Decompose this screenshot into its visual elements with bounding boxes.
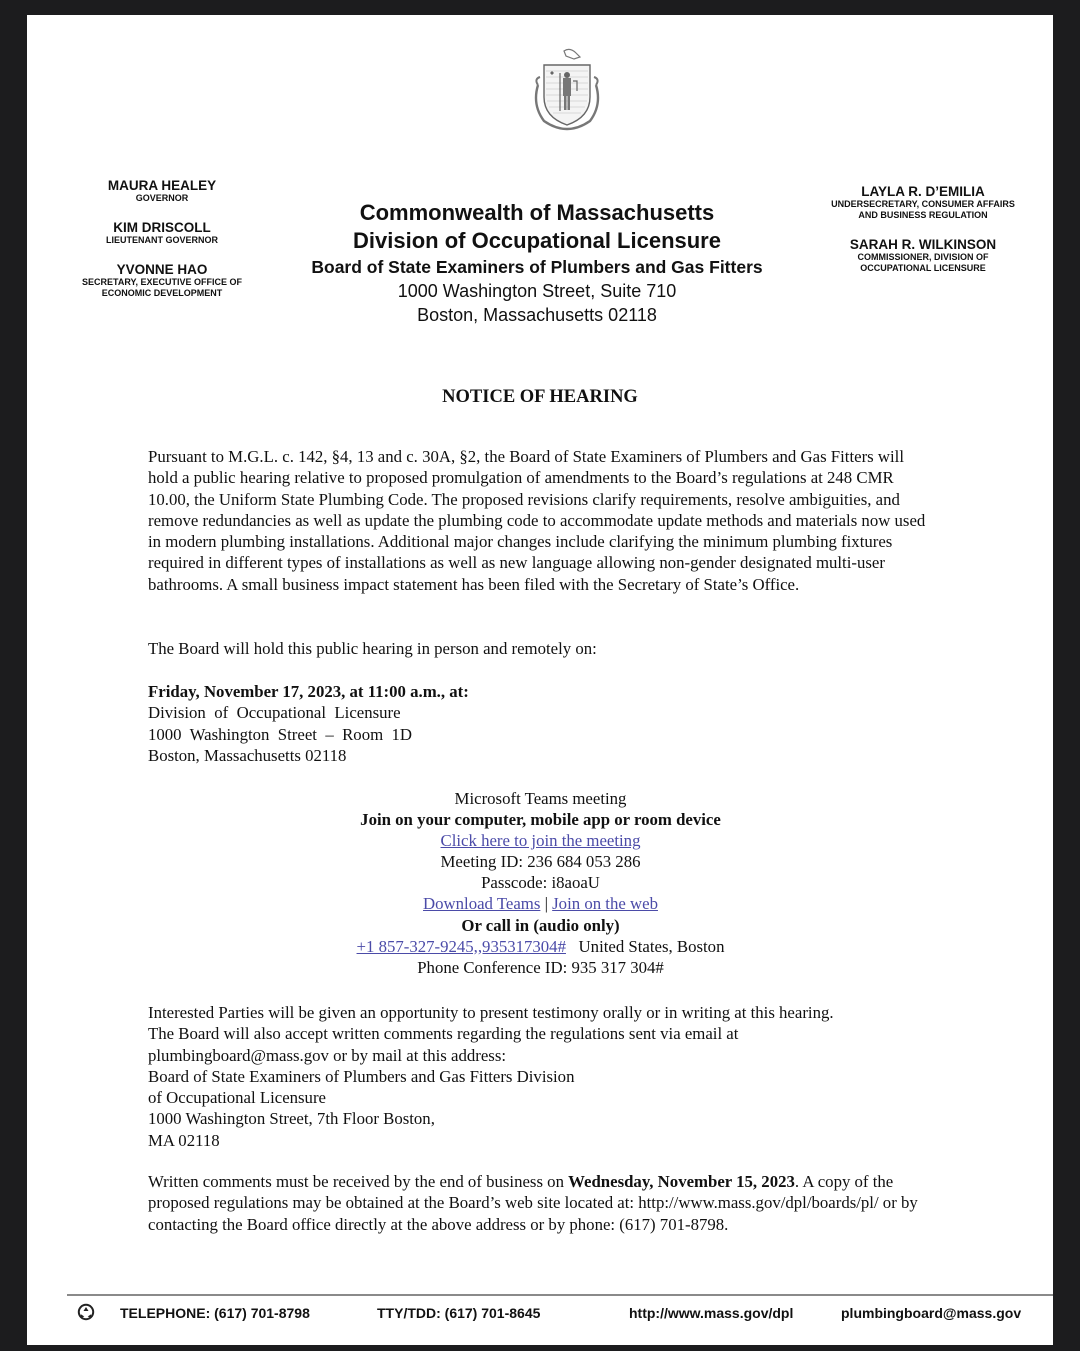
link-separator: | [540, 894, 553, 914]
official-governor [67, 178, 257, 204]
official-title: GOVERNOR [135, 193, 189, 203]
hearing-intro-paragraph: The Board will hold this public hearing in person and remotely on: [148, 639, 597, 658]
letterhead-board: Board of State Examiners of Plumbers and Gas Fitters [311, 257, 763, 277]
letterhead-division: Division of Occupational Licensure [353, 228, 721, 253]
footer-telephone: TELEPHONE: (617) 701-8798 [120, 1305, 310, 1321]
download-teams-link[interactable]: Download Teams [423, 894, 541, 914]
hearing-details [148, 681, 928, 766]
letterhead [267, 199, 807, 327]
footer-email[interactable]: plumbingboard@mass.gov [841, 1305, 1022, 1321]
hearing-location-line: 1000 Washington Street – Room 1D [148, 724, 413, 744]
mail-address-line: 1000 Washington Street, 7th Floor Boston, [148, 1109, 435, 1129]
official-name: KIM DRISCOLL [113, 220, 211, 235]
deadline-paragraph [148, 1171, 928, 1235]
letterhead-commonwealth: Commonwealth of Massachusetts [359, 200, 715, 225]
phone-conference-id: Phone Conference ID: 935 317 304# [417, 957, 664, 977]
hearing-datetime: Friday, November 17, 2023, at 11:00 a.m., at: [148, 682, 469, 701]
meeting-passcode: Passcode: i8aoaU [481, 873, 600, 893]
comments-line: Interested Parties will be given an opportunity to present testimony orally or in writing at this hearing. [148, 1003, 834, 1022]
official-title: LIEUTENANT GOVERNOR [105, 235, 218, 245]
official-title: COMMISSIONER, DIVISION OF OCCUPATIONAL LICENSURE [857, 252, 989, 273]
call-in-heading: Or call in (audio only) [461, 915, 620, 935]
footer [67, 1300, 1053, 1326]
officials-left [67, 178, 257, 315]
massachusetts-seal-icon [524, 45, 610, 137]
footer-tty: TTY/TDD: (617) 701-8645 [377, 1305, 541, 1321]
deadline-date: Wednesday, November 15, 2023 [568, 1172, 795, 1191]
meeting-id: Meeting ID: 236 684 053 286 [440, 852, 641, 872]
hearing-location-line: Boston, Massachusetts 02118 [148, 745, 347, 765]
document-page [27, 15, 1053, 1345]
intro-paragraph: Pursuant to M.G.L. c. 142, §4, 13 and c. 30A, §2, the Board of State Examiners of Plumbers and Gas Fitters will hold a public hearing relative to proposed promulgation of amendments to the Board’s regulations at 248 CMR 10.00, the Uniform State Plumbing Code. The proposed revisions clarify requirements, resolve ambiguities, and remove redundancies as well as update the plumbing code to accommodate update methods and materials now used in modern plumbing installations. Additional major changes include clarifying the minimum plumbing fixtures required in different types of installations as well as new language allowing non-gender designated multi-user bathrooms. A small business impact statement has been filed with the Secretary of State’s Office. [148, 447, 926, 594]
join-meeting-link[interactable]: Click here to join the meeting [440, 831, 641, 851]
join-web-link[interactable]: Join on the web [552, 894, 658, 914]
letterhead-street: 1000 Washington Street, Suite 710 [397, 281, 677, 301]
recycle-icon [77, 1303, 95, 1321]
official-undersecretary [827, 184, 1019, 221]
mail-address-line: of Occupational Licensure [148, 1088, 326, 1108]
official-lieutenant-governor [67, 220, 257, 246]
teams-meeting-block [227, 788, 854, 978]
official-name: YVONNE HAO [116, 262, 208, 277]
official-commissioner [827, 237, 1019, 274]
footer-divider [67, 1294, 1053, 1296]
hearing-location-line: Division of Occupational Licensure [148, 703, 401, 723]
teams-heading: Microsoft Teams meeting [454, 789, 627, 808]
phone-location: United States, Boston [565, 936, 725, 956]
official-title: SECRETARY, EXECUTIVE OFFICE OF ECONOMIC DEVELOPMENT [81, 277, 243, 298]
official-title: UNDERSECRETARY, CONSUMER AFFAIRS AND BUSINESS REGULATION [831, 199, 1015, 220]
footer-website[interactable]: http://www.mass.gov/dpl [629, 1305, 794, 1321]
comments-line: The Board will also accept written comments regarding the regulations sent via email at [148, 1024, 739, 1044]
mail-address-line: MA 02118 [148, 1130, 220, 1150]
official-secretary [67, 262, 257, 299]
teams-join-heading: Join on your computer, mobile app or room device [360, 810, 721, 830]
official-name: MAURA HEALEY [107, 178, 217, 193]
deadline-prefix: Written comments must be received by the end of business on [148, 1172, 569, 1191]
official-name: LAYLA R. D’EMILIA [861, 184, 985, 199]
deadline-suffix: . A copy of the proposed regulations may be obtained at the Board’s web site located at: http://www.mass.gov/dpl/boards/pl/ or by contacting the Board office directly at the above address or by phone: (617) 701-8798. [148, 1172, 918, 1234]
phone-dial-link[interactable]: +1 857-327-9245,,935317304# [356, 936, 566, 956]
official-name: SARAH R. WILKINSON [849, 237, 997, 252]
letterhead-city: Boston, Massachusetts 02118 [417, 305, 657, 325]
mail-address-line: Board of State Examiners of Plumbers and Gas Fitters Division [148, 1066, 575, 1086]
officials-right [827, 184, 1019, 290]
comments-line: plumbingboard@mass.gov or by mail at this address: [148, 1045, 507, 1065]
comments-paragraph [148, 1002, 928, 1151]
notice-title: NOTICE OF HEARING [442, 387, 638, 407]
